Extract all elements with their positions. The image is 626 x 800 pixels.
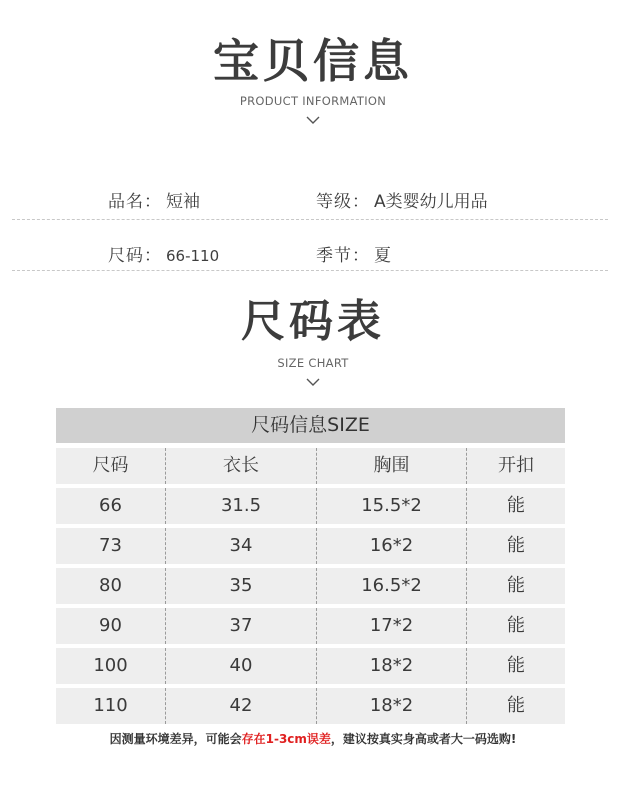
size-table-title: 尺码信息SIZE [56, 408, 565, 443]
product-name-label: 品名： [108, 192, 162, 212]
column-separator [466, 488, 467, 524]
table-cell-opening: 能 [507, 495, 525, 516]
chevron-down-icon [306, 116, 320, 125]
column-separator [466, 608, 467, 644]
size-chart-subtitle: SIZE CHART [277, 356, 349, 370]
column-separator [165, 688, 166, 724]
column-header-size: 尺码 [92, 455, 129, 476]
column-header-length: 衣长 [223, 455, 259, 476]
column-separator [466, 648, 467, 684]
table-cell-length: 34 [229, 535, 253, 556]
season-field [316, 241, 391, 266]
column-separator [316, 448, 317, 484]
column-separator [316, 688, 317, 724]
column-separator [165, 568, 166, 604]
chevron-down-icon [306, 378, 320, 387]
table-row [56, 568, 565, 604]
info-row-2 [12, 241, 608, 271]
size-table-header-row [56, 448, 565, 484]
note-prefix: 因测量环境差异，可能会 [109, 732, 242, 746]
size-range-label: 尺码： [108, 246, 162, 266]
size-chart-title-block [0, 296, 626, 387]
column-separator [165, 448, 166, 484]
table-cell-size: 110 [93, 695, 128, 716]
note-suffix: ，建议按真实身高或者大一码选购! [330, 732, 517, 746]
table-cell-length: 40 [229, 655, 253, 676]
table-cell-chest: 15.5*2 [361, 495, 422, 516]
column-separator [165, 488, 166, 524]
column-separator [316, 568, 317, 604]
table-cell-size: 73 [99, 535, 122, 556]
table-cell-chest: 18*2 [369, 695, 414, 716]
column-separator [316, 648, 317, 684]
page-title: 宝贝信息 [213, 34, 413, 88]
grade-value: A类婴幼儿用品 [374, 192, 488, 212]
table-row [56, 648, 565, 684]
table-cell-length: 35 [229, 575, 253, 596]
table-cell-opening: 能 [507, 575, 525, 596]
column-separator [466, 688, 467, 724]
table-cell-opening: 能 [507, 535, 525, 556]
column-header-opening: 开扣 [498, 455, 534, 476]
column-header-chest: 胸围 [373, 455, 410, 476]
table-cell-chest: 17*2 [369, 615, 414, 636]
table-cell-size: 90 [99, 615, 122, 636]
column-separator [466, 448, 467, 484]
size-range-value: 66-110 [166, 247, 220, 265]
column-separator [466, 568, 467, 604]
table-cell-length: 37 [229, 615, 253, 636]
table-cell-opening: 能 [507, 655, 525, 676]
table-cell-size: 66 [99, 495, 122, 516]
column-separator [316, 528, 317, 564]
grade-label: 等级： [316, 192, 370, 212]
size-chart-title: 尺码表 [241, 296, 385, 347]
table-cell-size: 80 [99, 575, 122, 596]
table-cell-chest: 16*2 [369, 535, 414, 556]
column-separator [316, 608, 317, 644]
grade-field [316, 187, 488, 212]
note-highlight: 存在1-3cm误差 [241, 732, 331, 746]
product-name-value: 短袖 [166, 192, 200, 212]
season-value: 夏 [374, 246, 391, 266]
column-separator [165, 528, 166, 564]
table-cell-chest: 16.5*2 [361, 575, 422, 596]
column-separator [165, 648, 166, 684]
divider [12, 270, 608, 271]
table-cell-chest: 18*2 [369, 655, 414, 676]
product-info-title-block [0, 34, 626, 125]
table-cell-length: 31.5 [220, 495, 262, 516]
table-cell-opening: 能 [507, 695, 525, 716]
table-row [56, 488, 565, 524]
measurement-note [0, 730, 626, 747]
table-cell-opening: 能 [507, 615, 525, 636]
season-label: 季节： [316, 246, 370, 266]
table-row [56, 688, 565, 724]
product-name-field [108, 187, 200, 212]
table-row [56, 528, 565, 564]
column-separator [316, 488, 317, 524]
column-separator [165, 608, 166, 644]
table-cell-length: 42 [229, 695, 253, 716]
column-separator [466, 528, 467, 564]
size-range-field [108, 241, 219, 266]
page-subtitle: PRODUCT INFORMATION [239, 94, 387, 108]
divider [12, 219, 608, 220]
table-cell-size: 100 [93, 655, 128, 676]
info-row-1 [12, 187, 608, 217]
table-row [56, 608, 565, 644]
